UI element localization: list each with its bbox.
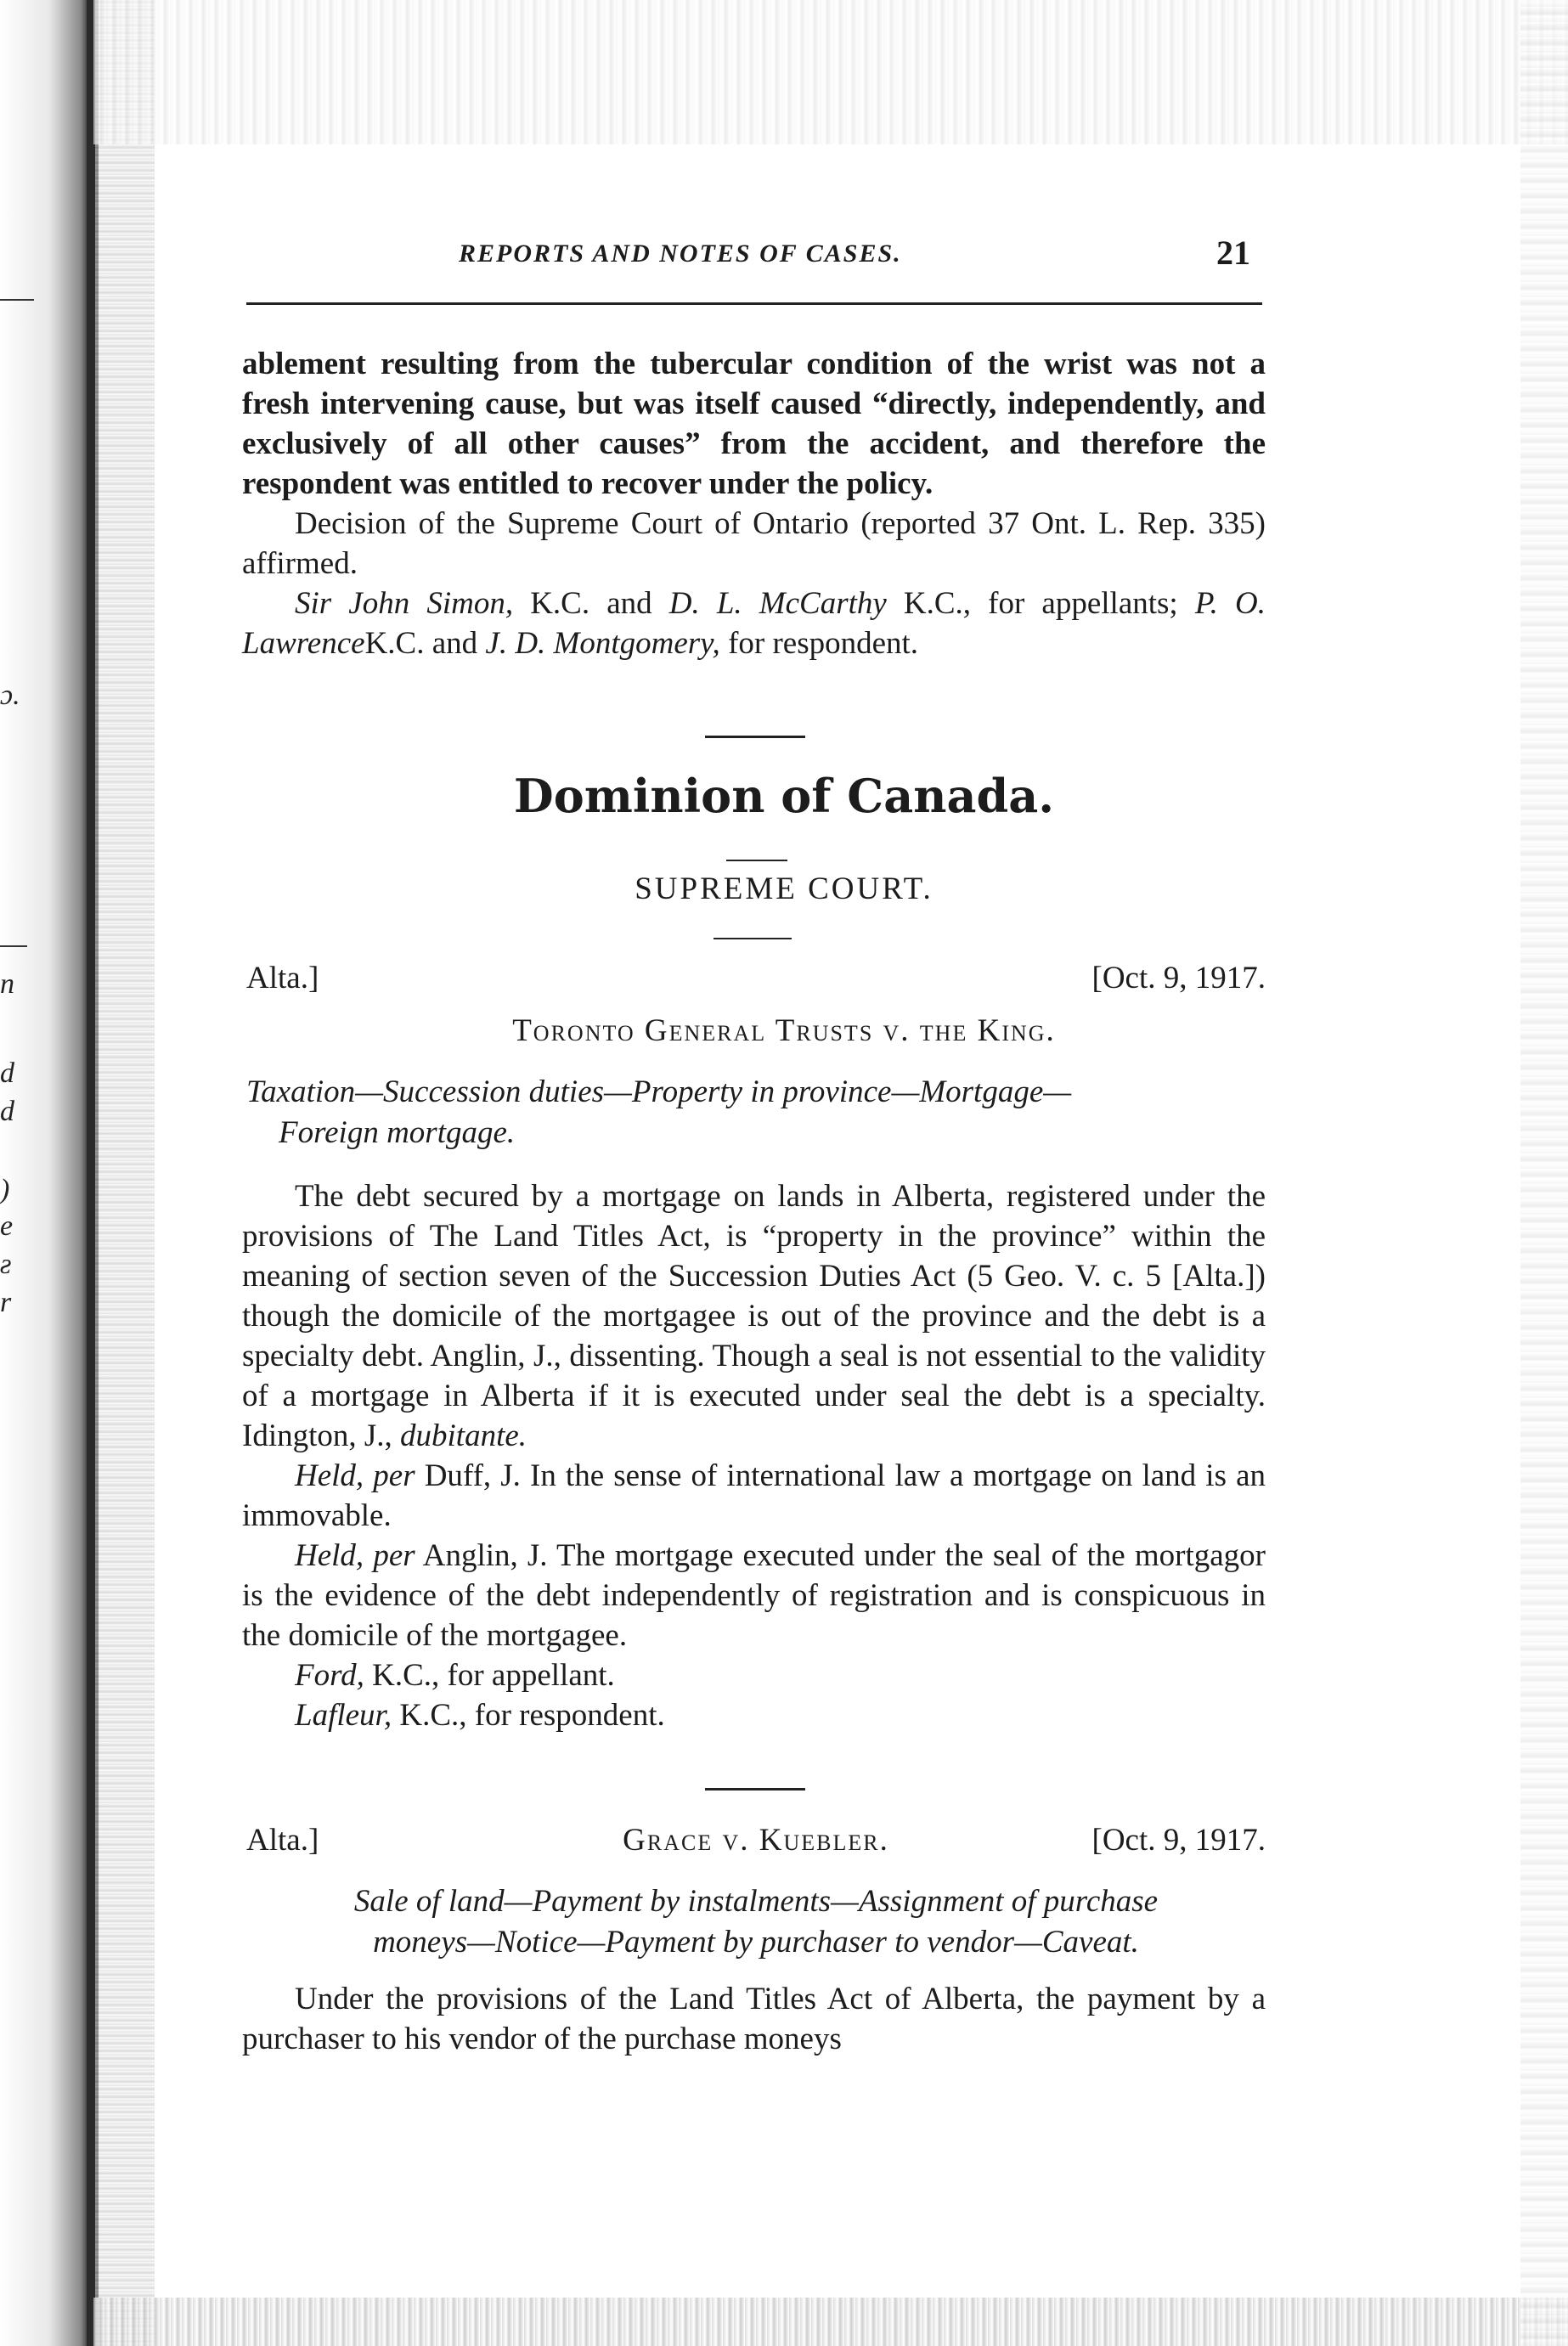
jurisdiction-heading: Dominion of Canada.: [513, 769, 1055, 823]
prev-page-fragment: e: [0, 1210, 14, 1242]
prev-page-fragment: ): [0, 1174, 10, 1205]
counsel-line: [242, 584, 1266, 663]
counsel-text: K.C., for respondent.: [392, 1698, 665, 1733]
case-headnote: [246, 1072, 1266, 1153]
previous-page-margin: [0, 0, 34, 2346]
prev-page-fragment: ƨ: [0, 1249, 12, 1280]
prev-page-fragment: d: [0, 1096, 14, 1127]
binding-speckle: [95, 0, 155, 2346]
case-title: Grace v. Kuebler.: [623, 1823, 889, 1858]
counsel-name: D. L. McCarthy: [668, 586, 887, 621]
held-text: Duff, J. In the sense of international law a mortgage on land is an immovable.: [242, 1458, 1266, 1533]
case-date: [Oct. 9, 1917.: [1091, 1823, 1266, 1858]
counsel-paragraph: [242, 1655, 1266, 1695]
case-body: [242, 1176, 1266, 1735]
decision-line: Decision of the Supreme Court of Ontario (reported 37 Ont. L. Rep. 335) affirmed.: [242, 506, 1266, 581]
counsel-text: for respondent.: [719, 626, 919, 661]
prev-page-rule: [0, 945, 27, 947]
counsel-paragraph: [242, 1695, 1266, 1735]
header-rule: [246, 302, 1262, 305]
prev-page-fragment: ɔ.: [0, 680, 20, 711]
counsel-text: K.C., for appellants;: [886, 586, 1195, 621]
case-paragraph-text: The debt secured by a mortgage on lands in Alberta, registered under the provisions of The Land Titles Act, is “property in the province” within the meaning of section seven of the Succession Duties Act (5 Geo. V. c. 5 [Alta.]) though the domicile of the mortgagee is out of the province and the debt is a specialty debt. Anglin, J., dissenting. Though a seal is not essential to the validity of a mortgage in Alberta if it is executed under seal the debt is a specialty. Idington, J.,: [242, 1179, 1266, 1453]
prev-page-fragment: d: [0, 1057, 14, 1089]
case-date: [Oct. 9, 1917.: [1091, 961, 1266, 995]
prev-page-rule: [0, 299, 34, 301]
case-headnote: [246, 1881, 1266, 1963]
prev-page-fragment: r: [0, 1287, 12, 1318]
held-paragraph: [242, 1536, 1266, 1655]
running-head: REPORTS AND NOTES OF CASES.: [459, 240, 902, 268]
case-body: [242, 1979, 1266, 2059]
heading-divider: [726, 860, 787, 861]
held-label: Held, per: [295, 1538, 415, 1573]
case-province: Alta.]: [246, 961, 319, 995]
case-paragraph: Under the provisions of the Land Titles Act of Alberta, the payment by a purchaser to his vendor of the purchase moneys: [242, 1982, 1266, 2056]
counsel-text: K.C. and: [513, 586, 669, 621]
top-edge-noise: [93, 0, 1568, 144]
counsel-name: J. D. Montgomery,: [485, 626, 720, 661]
headnote-line: moneys—Notice—Payment by purchaser to vendor—Caveat.: [373, 1925, 1139, 1960]
case-title: Toronto General Trusts v. the King.: [512, 1013, 1056, 1048]
previous-case-paragraph: ablement resulting from the tubercular condition of the wrist was not a fresh intervening cause, but was itself caused “directly, independently, and exclusively of all other causes” from the accident, and therefore the respondent was entitled to recover under the policy.: [242, 347, 1266, 501]
bottom-edge-noise: [93, 2298, 1568, 2346]
prev-page-fragment: n: [0, 968, 14, 1000]
previous-case-conclusion: [242, 344, 1266, 663]
case-province: Alta.]: [246, 1823, 319, 1858]
counsel-text: K.C. and: [364, 626, 486, 661]
case-header-row: [246, 960, 1266, 1001]
case-paragraph: [242, 1176, 1266, 1456]
held-paragraph: [242, 1456, 1266, 1536]
counsel-name: Ford,: [295, 1658, 364, 1693]
headnote-line: Taxation—Succession duties—Property in province—Mortgage—: [246, 1074, 1072, 1109]
counsel-name: P. O. Lawrence: [242, 586, 1266, 661]
case-header-row: [246, 1822, 1266, 1863]
headnote-line: Foreign mortgage.: [279, 1115, 516, 1150]
counsel-name: Lafleur,: [295, 1698, 392, 1733]
section-divider: [705, 736, 805, 738]
court-divider: [713, 938, 792, 939]
held-label: Held, per: [295, 1458, 415, 1493]
counsel-text: K.C., for appellant.: [364, 1658, 615, 1693]
case-divider: [705, 1788, 805, 1791]
headnote-line: Sale of land—Payment by instalments—Assignment of purchase: [353, 1884, 1159, 1919]
case-paragraph-italic: dubitante.: [400, 1418, 527, 1453]
counsel-name: Sir John Simon,: [295, 586, 514, 621]
page-number: 21: [1216, 234, 1250, 272]
court-heading: SUPREME COURT.: [635, 871, 933, 906]
right-edge-noise: [1520, 0, 1568, 2346]
held-text: Anglin, J. The mortgage executed under the seal of the mortgagor is the evidence of the debt independently of registration and is conspicuous in the domicile of the mortgagee.: [242, 1538, 1266, 1653]
